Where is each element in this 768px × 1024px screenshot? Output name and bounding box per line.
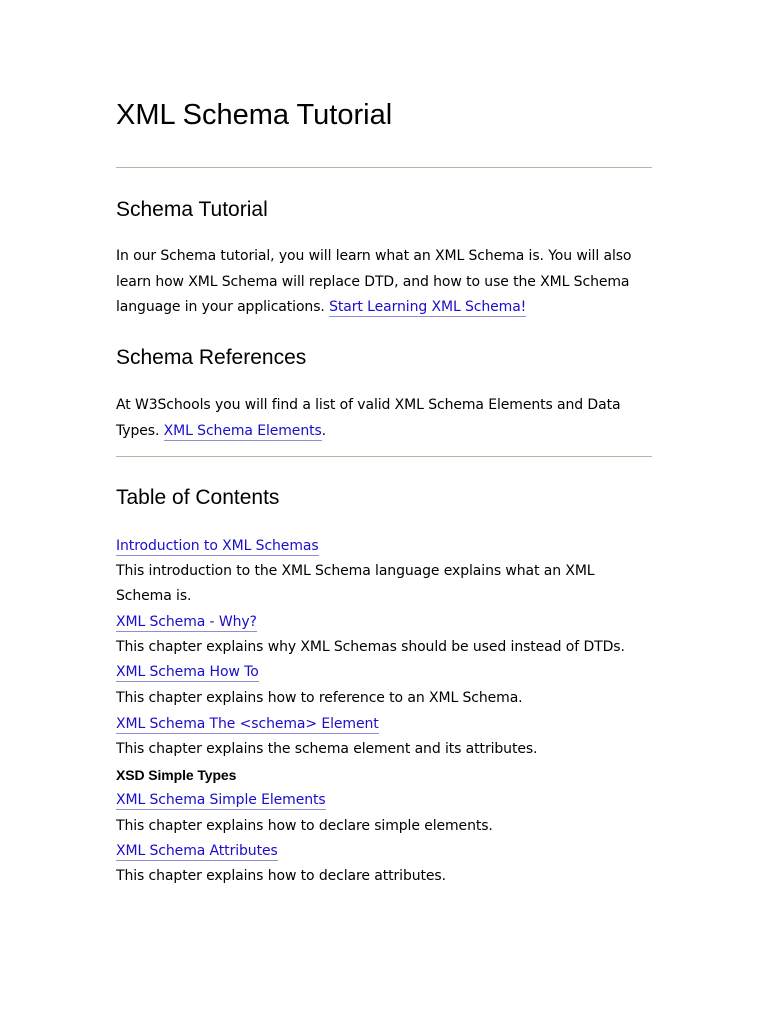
toc-item-element [116,714,379,734]
schema-references-period: . [321,422,327,439]
intro-desc-line-1: This introduction to the XML Schema language explains what an XML [116,563,595,579]
schema-references-line-2: Types. [116,422,164,439]
simple-types-heading: XSD Simple Types [116,767,237,783]
simple-elements-link[interactable]: XML Schema Simple Elements [116,792,326,808]
howto-link[interactable]: XML Schema How To [116,664,259,680]
schema-elements-link[interactable]: XML Schema Elements [163,422,322,439]
attributes-desc: This chapter explains how to declare attributes. [116,868,446,884]
schema-references-paragraph [116,393,652,444]
start-learning-link[interactable]: Start Learning XML Schema! [329,299,527,315]
schema-tutorial-heading: Schema Tutorial [116,198,268,221]
why-desc: This chapter explains why XML Schemas should be used instead of DTDs. [116,639,625,655]
howto-desc: This chapter explains how to reference to an XML Schema. [116,690,523,706]
schema-tutorial-line-1: In our Schema tutorial, you will learn what an XML Schema is. You will also [116,248,632,264]
intro-link[interactable]: Introduction to XML Schemas [116,538,319,554]
toc-heading: Table of Contents [116,486,280,509]
schema-references-line-1: At W3Schools you will find a list of valid XML Schema Elements and Data [116,397,621,413]
toc-item-why [116,612,257,632]
toc-item-howto [116,662,259,682]
schema-tutorial-line-3: language in your applications. [116,299,330,315]
simple-elements-desc: This chapter explains how to declare simple elements. [116,818,493,834]
schema-tutorial-paragraph [116,244,652,321]
schema-tutorial-line-2: learn how XML Schema will replace DTD, and how to use the XML Schema [116,273,630,290]
schema-element-link[interactable]: XML Schema The <schema> Element [116,716,379,732]
toc-item-intro [116,536,319,556]
divider [116,456,652,457]
why-link[interactable]: XML Schema - Why? [116,614,257,630]
element-desc: This chapter explains the schema element and its attributes. [116,741,538,757]
intro-desc-line-2: Schema is. [116,588,192,604]
page-title: XML Schema Tutorial [116,99,393,131]
attributes-link[interactable]: XML Schema Attributes [116,843,278,859]
toc-item-attributes [116,841,278,861]
schema-references-heading: Schema References [116,346,307,369]
divider [116,167,652,168]
toc-item-simple-elements [116,790,326,810]
